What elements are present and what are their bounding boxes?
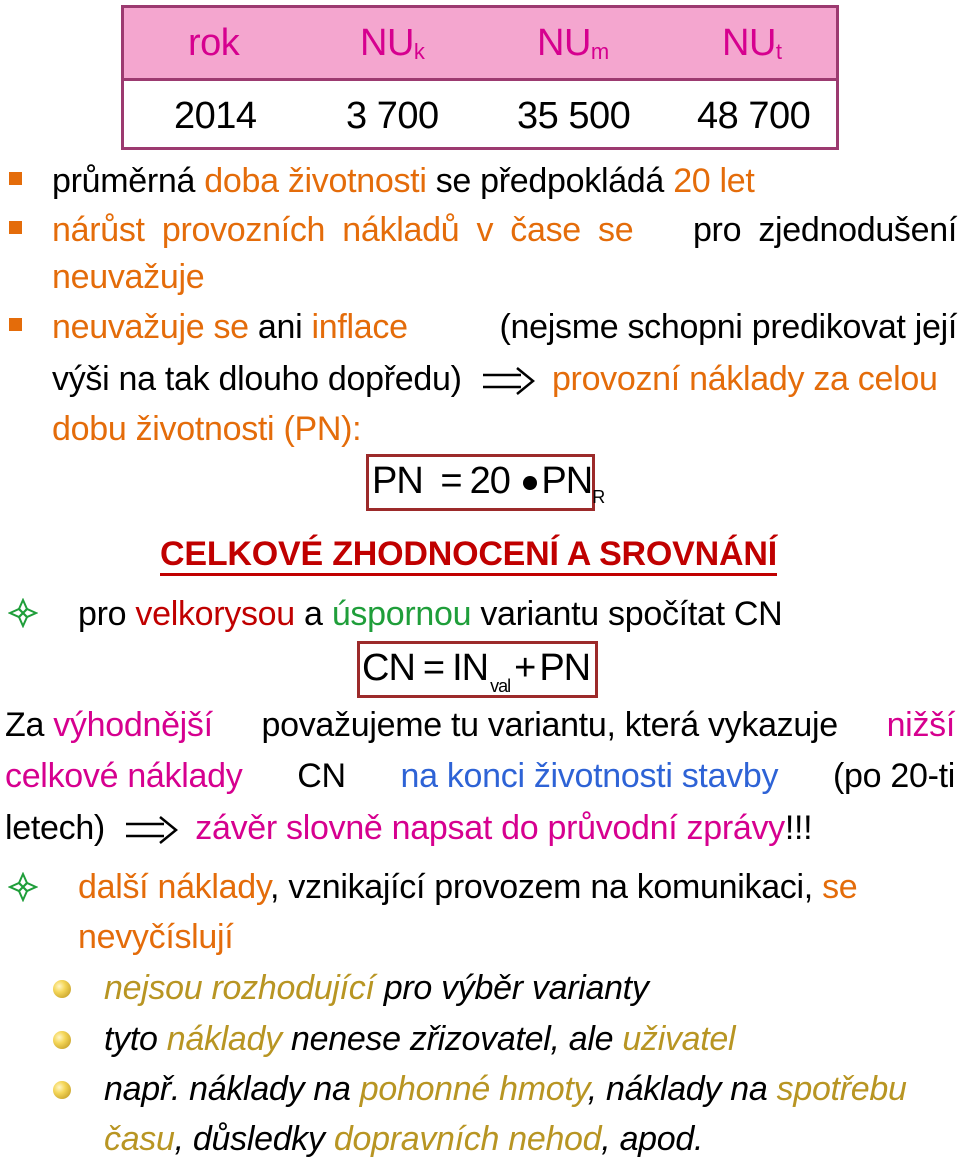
bullet-lifetime: průměrná doba životnosti se předpokládá 20 let <box>52 162 755 200</box>
header-num: $NU_m$ <box>537 22 609 64</box>
multiply-dot-icon <box>523 476 537 490</box>
bullet-inflation-line2: výši na tak dlouho dopředu) provozní náklady za celou <box>52 360 938 398</box>
diamond-item-variants: pro velkorysou a úspornou variantu spočítat CN <box>78 595 783 633</box>
circle-item-user-costs: tyto náklady nenese zřizovatel, ale uživatel <box>104 1020 736 1058</box>
cell-nuk: 3 700 <box>346 95 439 137</box>
circle-item-not-decisive: nejsou rozhodující pro výběr varianty <box>104 969 649 1007</box>
paragraph-line2: celkové náklady CN na konci životnosti stavby (po 20-ti <box>5 757 955 795</box>
square-bullet-icon <box>9 221 22 234</box>
table-row <box>124 81 836 147</box>
diamond-bullet-icon <box>8 872 38 902</box>
cell-num: 35 500 <box>517 95 631 137</box>
diamond-bullet-icon <box>8 598 38 628</box>
dot-bullet-icon <box>53 1031 71 1049</box>
diamond-item-other-costs: další náklady, vznikající provozem na komunikaci, se <box>78 868 858 906</box>
square-bullet-icon <box>9 172 22 185</box>
data-table <box>121 5 839 150</box>
square-bullet-icon <box>9 318 22 331</box>
bullet-inflation-line1: neuvažuje se ani inflace (nejsme schopni predikovat její <box>52 308 957 346</box>
header-rok: rok <box>188 22 240 64</box>
section-heading: CELKOVÉ ZHODNOCENÍ A SROVNÁNÍ <box>160 537 777 576</box>
paragraph-line3: letech) závěr slovně napsat do průvodní zprávy!!! <box>5 809 813 847</box>
diamond-item-other-costs-line2: nevyčíslují <box>78 918 234 956</box>
header-nut: $NU_t$ <box>722 22 782 64</box>
dot-bullet-icon <box>53 980 71 998</box>
implies-arrow-icon <box>481 366 537 396</box>
cell-nut: 48 700 <box>697 95 811 137</box>
circle-item-examples-line1: např. náklady na pohonné hmoty, náklady na spotřebu <box>104 1070 907 1108</box>
circle-item-examples-line2: času, důsledky dopravních nehod, apod. <box>104 1120 704 1158</box>
formula-pn: PN = 20 $PN_R$ <box>372 460 605 507</box>
paragraph-line1: Za výhodnější považujeme tu variantu, která vykazuje nižší <box>5 706 955 744</box>
implies-arrow-icon <box>124 815 180 845</box>
bullet-costs-line2: neuvažuje <box>52 258 205 296</box>
table-header-row <box>124 8 836 78</box>
bullet-inflation-line3: dobu životnosti (PN): <box>52 410 362 448</box>
bullet-costs-line1: nárůst provozních nákladů v čase se pro zjednodušení <box>52 211 957 249</box>
formula-cn: CN = IN $_{val}$ + PN <box>362 647 591 696</box>
cell-year: 2014 <box>174 95 257 137</box>
header-nuk: $NU_k$ <box>360 22 425 64</box>
dot-bullet-icon <box>53 1081 71 1099</box>
